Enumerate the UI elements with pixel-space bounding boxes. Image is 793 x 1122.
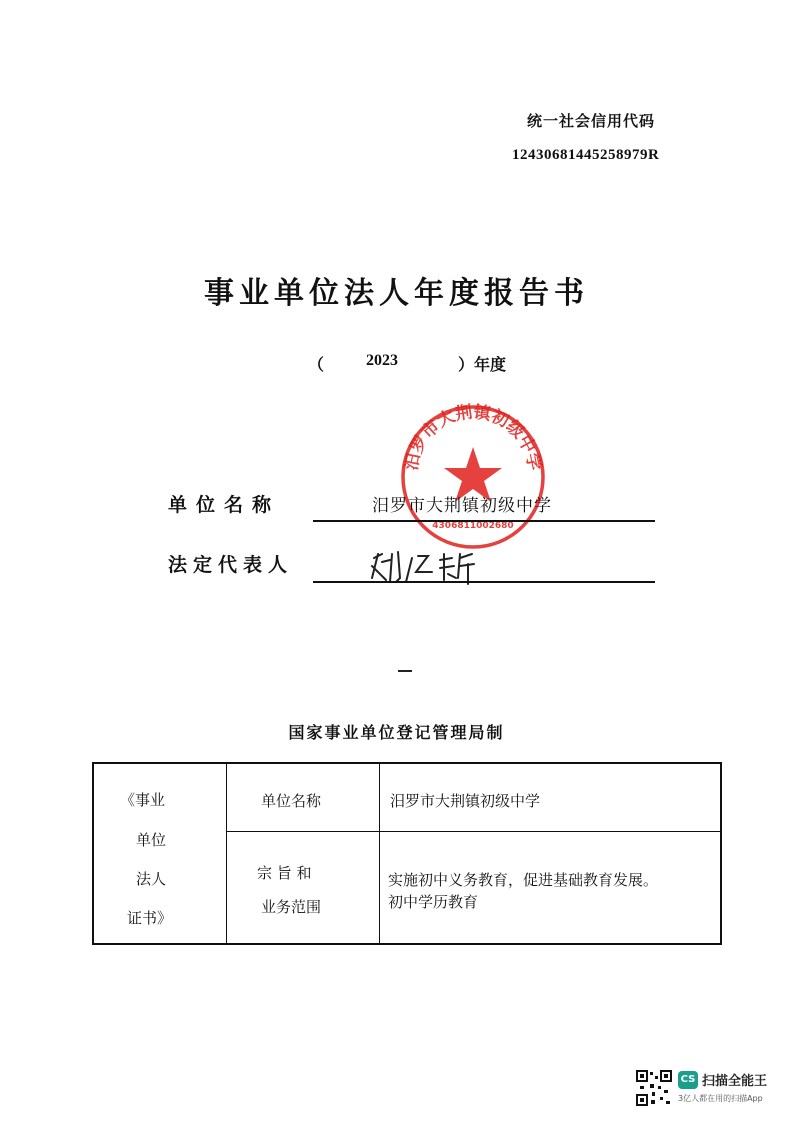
table-divider <box>226 764 227 943</box>
page-title: 事业单位法人年度报告书 <box>204 276 589 311</box>
cert-scope-label-line-1: 宗 旨 和 <box>257 864 312 882</box>
scanner-app-name: 扫描全能王 <box>702 1074 768 1089</box>
credit-code-label: 统一社会信用代码 <box>527 112 656 130</box>
cert-scope-label-line-2: 业务范围 <box>261 898 322 916</box>
scanner-app-slogan: 3亿人都在用的扫描App <box>678 1094 763 1103</box>
legal-rep-underline <box>313 581 655 583</box>
qr-code-icon <box>636 1070 672 1106</box>
legal-rep-label: 法定代表人 <box>168 554 294 576</box>
cert-title-line-2: 单位 <box>136 831 167 849</box>
unit-name-label: 单位名称 <box>168 494 281 516</box>
official-seal-icon <box>398 402 548 552</box>
cert-unit-name-value: 汨罗市大荆镇初级中学 <box>390 792 541 810</box>
seal-text: 汨罗市大荆镇初级中学 <box>401 402 545 473</box>
table-divider <box>379 764 380 943</box>
cert-title-line-1: 《事业 <box>120 791 166 809</box>
report-year: 2023 <box>366 352 398 369</box>
table-divider <box>226 831 722 832</box>
cert-title-line-3: 法人 <box>136 870 167 888</box>
divider-dash <box>398 670 412 672</box>
cert-scope-value-line-2: 初中学历教育 <box>388 893 479 911</box>
issuer-line: 国家事业单位登记管理局制 <box>288 723 505 742</box>
credit-code-value: 12430681445258979R <box>512 147 660 163</box>
cert-scope-value-line-1: 实施初中义务教育，促进基础教育发展。 <box>388 871 659 889</box>
seal-number: 4306811002680 <box>432 521 514 531</box>
unit-name-underline <box>313 520 655 522</box>
cs-logo-icon: CS <box>678 1071 698 1089</box>
unit-name-value: 汨罗市大荆镇初级中学 <box>372 496 552 516</box>
year-suffix: ）年度 <box>458 355 507 374</box>
certificate-table <box>92 762 722 945</box>
scanner-watermark <box>678 1070 788 1104</box>
year-open-paren: （ <box>308 355 325 374</box>
cert-title-line-4: 证书》 <box>127 909 173 927</box>
cert-unit-name-label: 单位名称 <box>261 792 322 810</box>
